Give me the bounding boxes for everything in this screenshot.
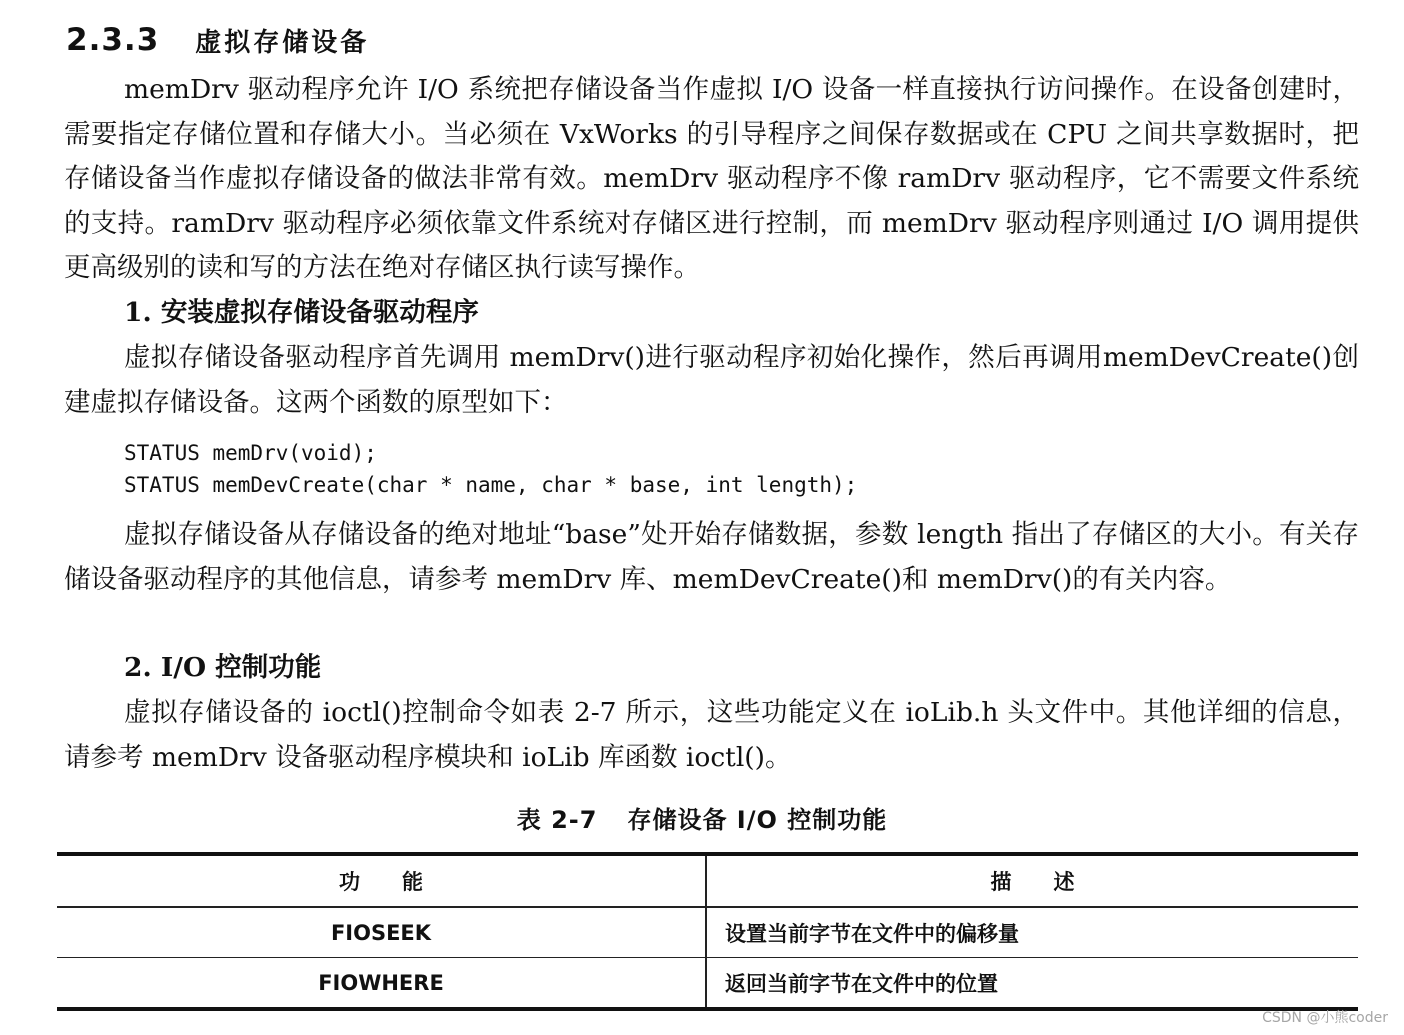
cell-description: 返回当前字节在文件中的位置 [706,958,1358,1010]
ioctl-paragraph: 虚拟存储设备的 ioctl()控制命令如表 2-7 所示，这些功能定义在 ioLib.h 头文件中。其他详细的信息，请参考 memDrv 设备驱动程序模块和 ioLib 库函数 ioctl()。 [64,697,1359,773]
cell-function: FIOWHERE [57,958,706,1010]
table-caption-label: 表 2-7 [516,806,598,834]
watermark: CSDN @小熊coder [1262,1010,1388,1026]
code-line-memdrv: STATUS memDrv(void); [124,441,377,465]
table-header-row [57,854,1358,907]
header-function: 功 能 [57,854,706,907]
subheading-install: 1. 安装虚拟存储设备驱动程序 [124,297,479,328]
table-row [57,907,1358,958]
cell-description: 设置当前字节在文件中的偏移量 [706,907,1358,958]
cell-function: FIOSEEK [57,907,706,958]
code-line-memdevcreate: STATUS memDevCreate(char * name, char * base, int length); [124,473,858,497]
intro-paragraph: memDrv 驱动程序允许 I/O 系统把存储设备当作虚拟 I/O 设备一样直接执行访问操作。在设备创建时，需要指定存储位置和存储大小。当必须在 VxWorks 的引导程序之间保存数据或在 CPU 之间共享数据时，把存储设备当作虚拟存储设备的做法非常有效。memDrv 驱动程序不像 ramDrv 驱动程序，它不需要文件系统的支持。ramDrv 驱动程序必须依靠文件系统对存储区进行控制，而 memDrv 驱动程序则通过 I/O 调用提供更高级别的读和写的方法在绝对存储区执行读写操作。 [64,74,1359,283]
install-paragraph: 虚拟存储设备驱动程序首先调用 memDrv()进行驱动程序初始化操作，然后再调用memDevCreate()创建虚拟存储设备。这两个函数的原型如下： [64,342,1359,418]
base-paragraph: 虚拟存储设备从存储设备的绝对地址“base”处开始存储数据，参数 length 指出了存储区的大小。有关存储设备驱动程序的其他信息，请参考 memDrv 库、memDevCreate()和 memDrv()的有关内容。 [64,519,1359,595]
section-title: 虚拟存储设备 [195,27,370,58]
table-caption-title: 存储设备 I/O 控制功能 [627,806,888,834]
subheading-ioctl: 2. I/O 控制功能 [124,652,322,683]
header-description: 描 述 [706,854,1358,907]
section-number: 2.3.3 [66,22,160,58]
table-row [57,958,1358,1010]
io-control-table [57,852,1358,1011]
table-caption [0,800,1404,840]
section-heading [66,18,369,62]
